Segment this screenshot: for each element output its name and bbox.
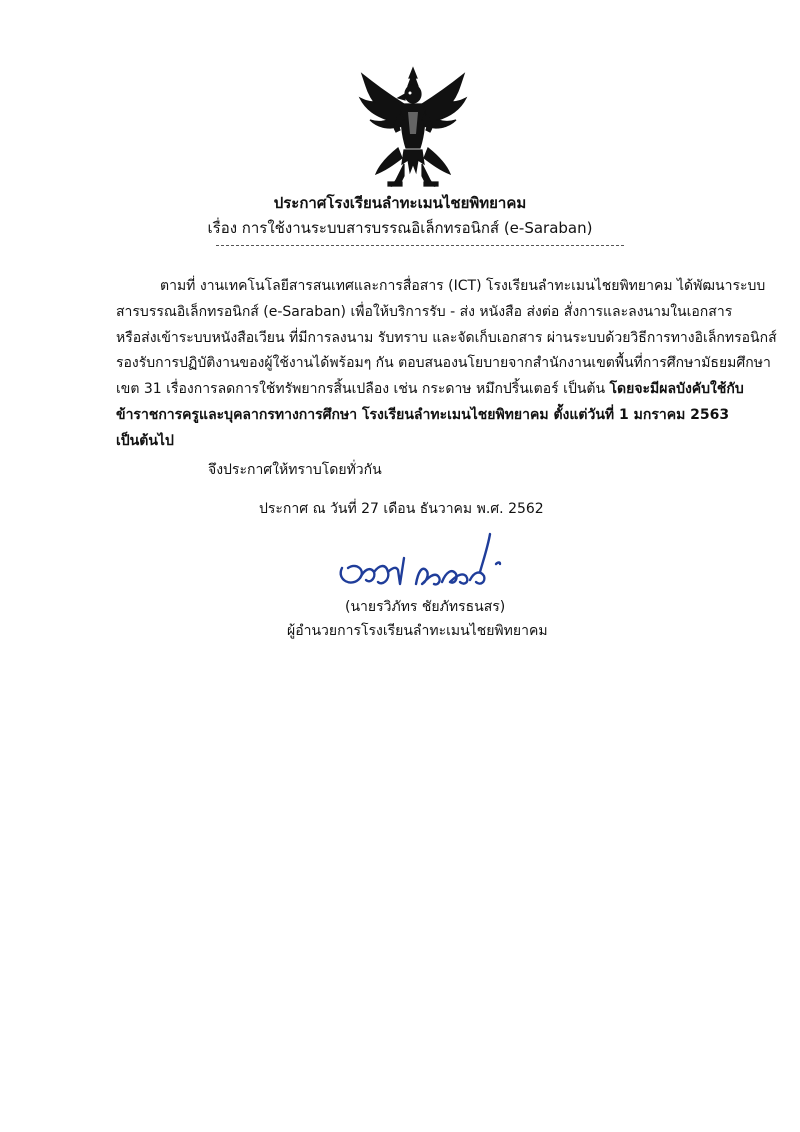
handwritten-signature [330,528,530,594]
body-line-7: เป็นต้นไป [116,433,174,449]
body-line-5-bold: โดยจะมีผลบังคับใช้กับ [609,381,744,397]
body-line-5 [116,379,744,399]
body-line-6: ข้าราชการครูและบุคลากรทางการศึกษา โรงเรียนลำทะเมนไชยพิทยาคม ตั้งแต่วันที่ 1 มกราคม 2563 [116,407,730,423]
announcement-date: ประกาศ ณ วันที่ 27 เดือน ธันวาคม พ.ศ. 2562 [259,501,544,517]
body-line-3: หรือส่งเข้าระบบหนังสือเวียน ที่มีการลงนาม รับทราบ และจัดเก็บเอกสาร ผ่านระบบด้วยวิธีการทางอิเล็กทรอนิกส์ [116,330,777,346]
body-line-4: รองรับการปฏิบัติงานของผู้ใช้งานได้พร้อมๆ กัน ตอบสนองนโยบายจากสำนักงานเขตพื้นที่การศึกษามัธยมศึกษา [116,355,771,371]
signer-name: (นายรวิภัทร ชัยภัทรธนสร) [345,599,506,615]
divider [216,245,624,246]
document-subject: เรื่อง การใช้งานระบบสารบรรณอิเล็กทรอนิกส์ (e-Saraban) [207,219,593,237]
body-line-5-regular: เขต 31 เรื่องการลดการใช้ทรัพยากรสิ้นเปลือง เช่น กระดาษ หมึกปริ้นเตอร์ เป็นต้น [116,381,610,397]
body-line-1: ตามที่ งานเทคโนโลยีสารสนเทศและการสื่อสาร (ICT) โรงเรียนลำทะเมนไชยพิทยาคม ได้พัฒนาระบบ [160,278,766,294]
document-title: ประกาศโรงเรียนลำทะเมนไชยพิทยาคม [273,194,527,212]
garuda-emblem-icon [358,64,468,190]
body-line-2: สารบรรณอิเล็กทรอนิกส์ (e-Saraban) เพื่อให้บริการรับ - ส่ง หนังสือ ส่งต่อ สั่งการและลงนามในเอกสาร [116,304,733,320]
signer-position: ผู้อำนวยการโรงเรียนลำทะเมนไชยพิทยาคม [287,623,548,639]
closing-statement: จึงประกาศให้ทราบโดยทั่วกัน [208,462,382,478]
